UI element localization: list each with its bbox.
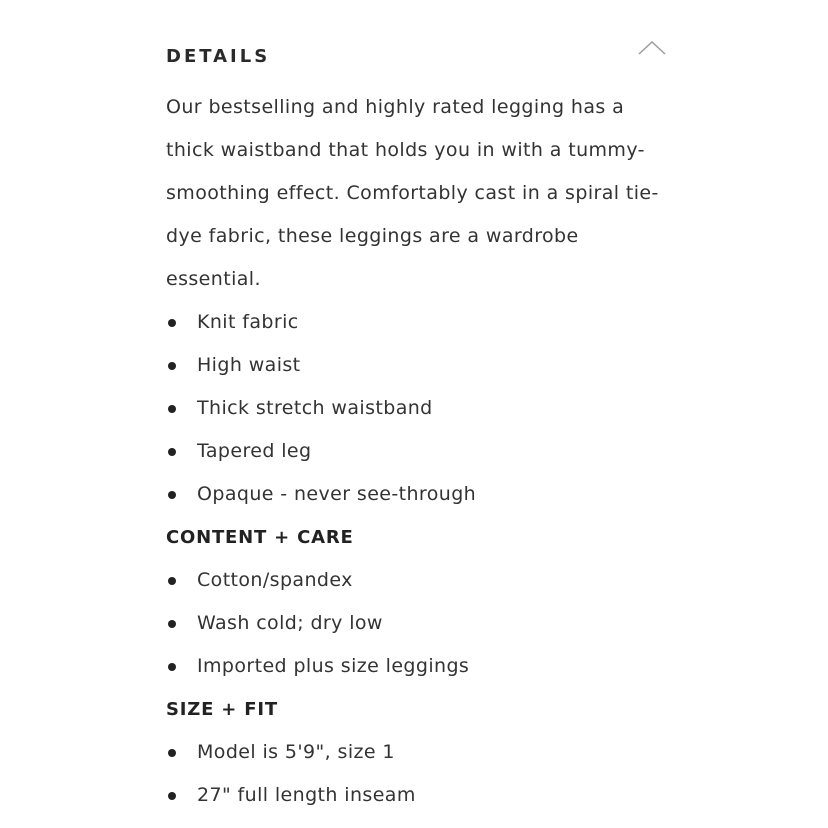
list-item [166,645,686,688]
feature-text: Knit fabric [197,311,299,333]
care-text: Wash cold; dry low [197,612,383,634]
bullet-icon [168,663,176,671]
feature-list [166,301,686,516]
details-title: DETAILS [166,45,271,67]
list-item [166,731,686,774]
care-text: Cotton/spandex [197,569,353,591]
list-item [166,387,686,430]
list-item [166,559,686,602]
bullet-icon [168,792,176,800]
size-fit-heading: SIZE + FIT [166,699,278,720]
list-item [166,473,686,516]
product-description: Our bestselling and highly rated legging has a thick waistband that holds you in with a tummy-smoothing effect. Comfortably cast in a spiral tie-dye fabric, these leggings are a wardrobe essential. [166,96,659,290]
size-fit-list [166,731,686,817]
fit-text: 27" full length inseam [197,784,416,806]
feature-text: Opaque - never see-through [197,483,477,505]
feature-text: Tapered leg [197,440,312,462]
bullet-icon [168,362,176,370]
feature-text: High waist [197,354,301,376]
details-header[interactable] [166,38,686,74]
list-item [166,301,686,344]
chevron-up-icon[interactable] [636,38,668,60]
fit-text: Model is 5'9", size 1 [197,741,395,763]
bullet-icon [168,620,176,628]
list-item [166,774,686,817]
content-care-heading: CONTENT + CARE [166,527,354,548]
details-panel [166,38,686,817]
list-item [166,344,686,387]
bullet-icon [168,448,176,456]
bullet-icon [168,491,176,499]
list-item [166,602,686,645]
bullet-icon [168,749,176,757]
bullet-icon [168,577,176,585]
list-item [166,430,686,473]
content-care-list [166,559,686,688]
bullet-icon [168,405,176,413]
care-text: Imported plus size leggings [197,655,470,677]
bullet-icon [168,319,176,327]
feature-text: Thick stretch waistband [197,397,433,419]
